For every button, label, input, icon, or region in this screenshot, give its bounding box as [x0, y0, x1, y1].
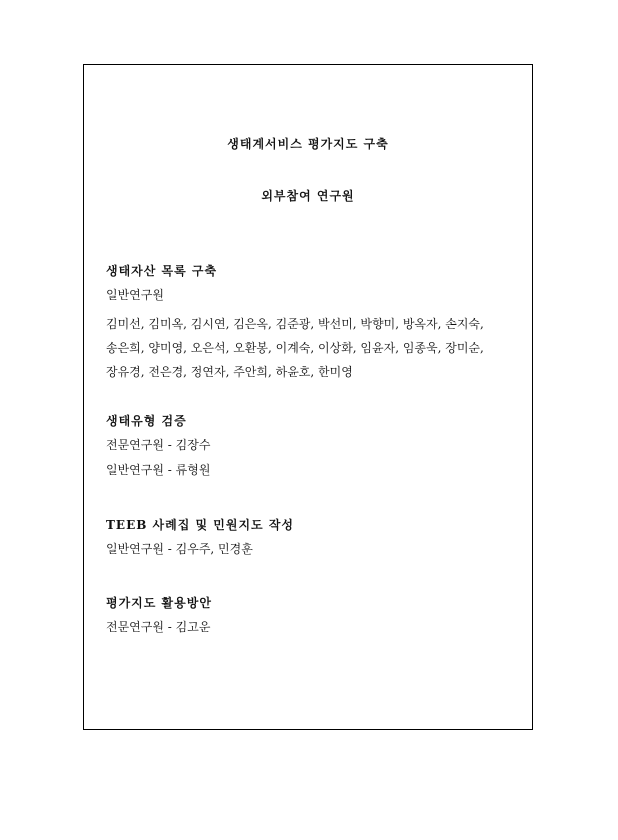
names-line: 장유경, 전은경, 정연자, 주안희, 하윤호, 한미영 — [106, 365, 353, 379]
document-subtitle: 외부참여 연구원 — [261, 189, 355, 203]
document-title: 생태계서비스 평가지도 구축 — [227, 137, 389, 151]
researcher-role: 일반연구원 — [106, 288, 164, 302]
section-heading: TEEB 사례집 및 민원지도 작성 — [106, 518, 294, 532]
names-line: 송은희, 양미영, 오은석, 오환봉, 이계숙, 이상화, 임윤자, 임종욱, 장미순, — [106, 341, 484, 355]
section-ecological-assets — [106, 263, 522, 384]
researcher-entry: 전문연구원 - 김고운 — [106, 620, 211, 634]
document-frame — [83, 64, 533, 730]
section-heading: 생태자산 목록 구축 — [106, 264, 218, 278]
section-heading: 평가지도 활용방안 — [106, 596, 212, 610]
section-map-utilization — [106, 595, 522, 644]
researcher-entry: 전문연구원 - 김장수 — [106, 438, 211, 452]
names-line: 김미선, 김미옥, 김시연, 김은옥, 김준광, 박선미, 박향미, 방옥자, 손지숙, — [106, 317, 484, 331]
researcher-entry: 일반연구원 - 김우주, 민경훈 — [106, 542, 253, 556]
researcher-names — [106, 312, 522, 384]
section-teeb-casebook — [106, 517, 522, 566]
section-ecotype-verification — [106, 413, 522, 487]
researcher-entry: 일반연구원 - 류형원 — [106, 463, 211, 477]
section-heading: 생태유형 검증 — [106, 414, 187, 428]
